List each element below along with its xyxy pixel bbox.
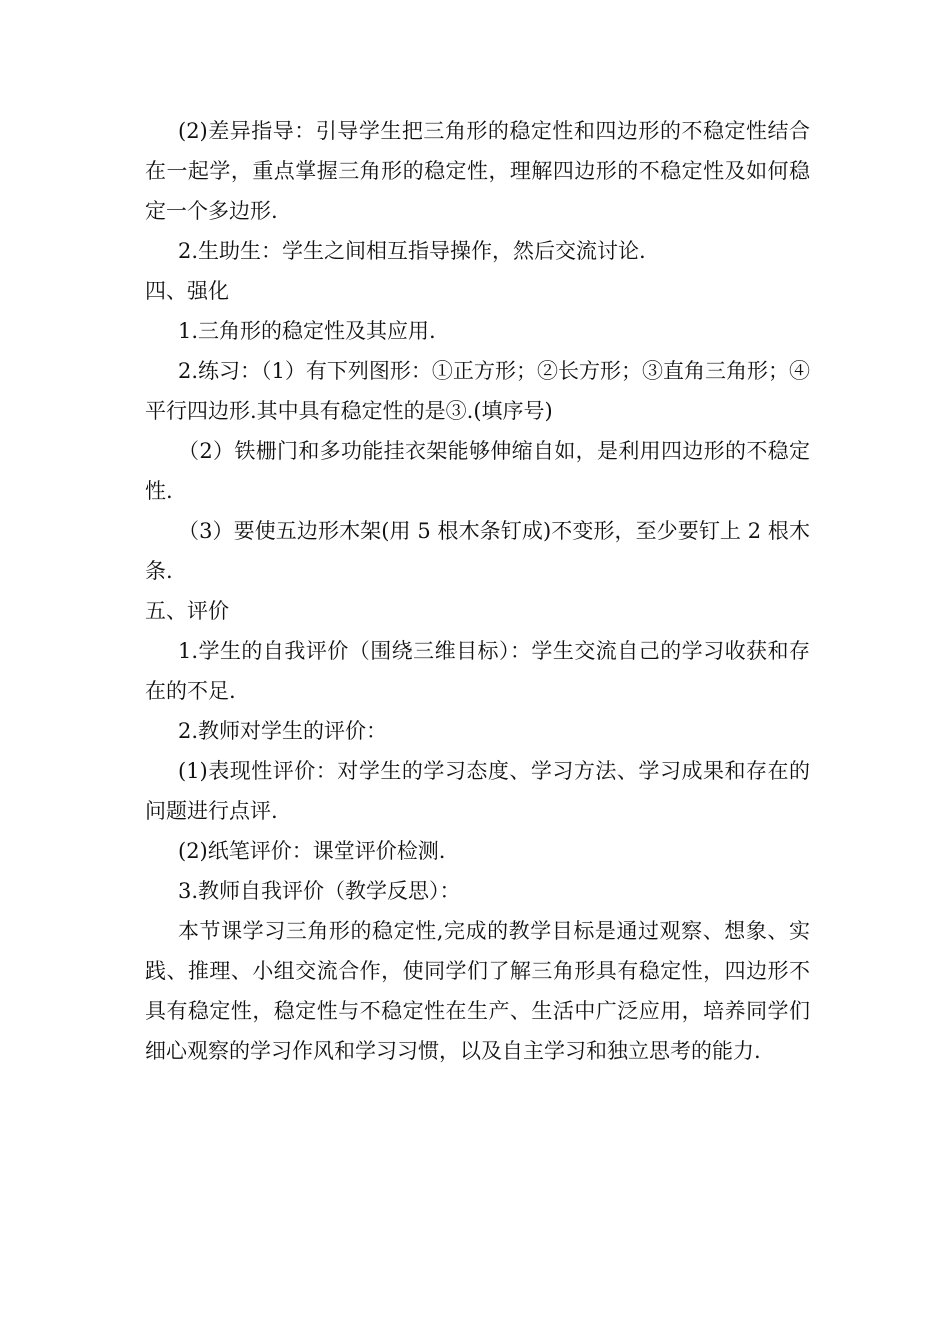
paragraph-teacher-reflection: 3.教师自我评价（教学反思）： [178,879,461,903]
paragraph-exercise-2: （2）铁栅门和多功能挂衣架能够伸缩自如，是利用四边形的不稳定性. [145,439,810,503]
paragraph-performance-evaluation: (1)表现性评价：对学生的学习态度、学习方法、学习成果和存在的问题进行点评. [145,759,810,823]
section-heading-evaluation: 五、评价 [145,599,229,623]
document-body [145,111,810,1071]
paragraph-summary: 本节课学习三角形的稳定性,完成的教学目标是通过观察、想象、实践、推理、小组交流合作，使同学们了解三角形具有稳定性，四边形不具有稳定性，稳定性与不稳定性在生产、生活中广泛应用，培养同学们细心观察的学习作风和学习习惯，以及自主学习和独立思考的能力. [145,919,810,1063]
paragraph-self-evaluation: 1.学生的自我评价（围绕三维目标）：学生交流自己的学习收获和存在的不足. [145,639,810,703]
paragraph-teacher-evaluation: 2.教师对学生的评价： [178,719,388,743]
paragraph-paper-evaluation: (2)纸笔评价：课堂评价检测. [178,839,446,863]
paragraph-exercise-3: （3）要使五边形木架(用 5 根木条钉成)不变形，至少要钉上 2 根木条. [145,519,810,583]
paragraph-stability-application: 1.三角形的稳定性及其应用. [178,319,436,343]
section-heading-strengthen: 四、强化 [145,279,229,303]
paragraph-student-help: 2.生助生：学生之间相互指导操作，然后交流讨论. [178,239,646,263]
paragraph-exercise-1: 2.练习：（1）有下列图形：①正方形；②长方形；③直角三角形；④平行四边形.其中具有稳定性的是③.(填序号) [145,359,810,423]
paragraph-difference-guidance: (2)差异指导：引导学生把三角形的稳定性和四边形的不稳定性结合在一起学，重点掌握三角形的稳定性，理解四边形的不稳定性及如何稳定一个多边形. [145,119,810,223]
